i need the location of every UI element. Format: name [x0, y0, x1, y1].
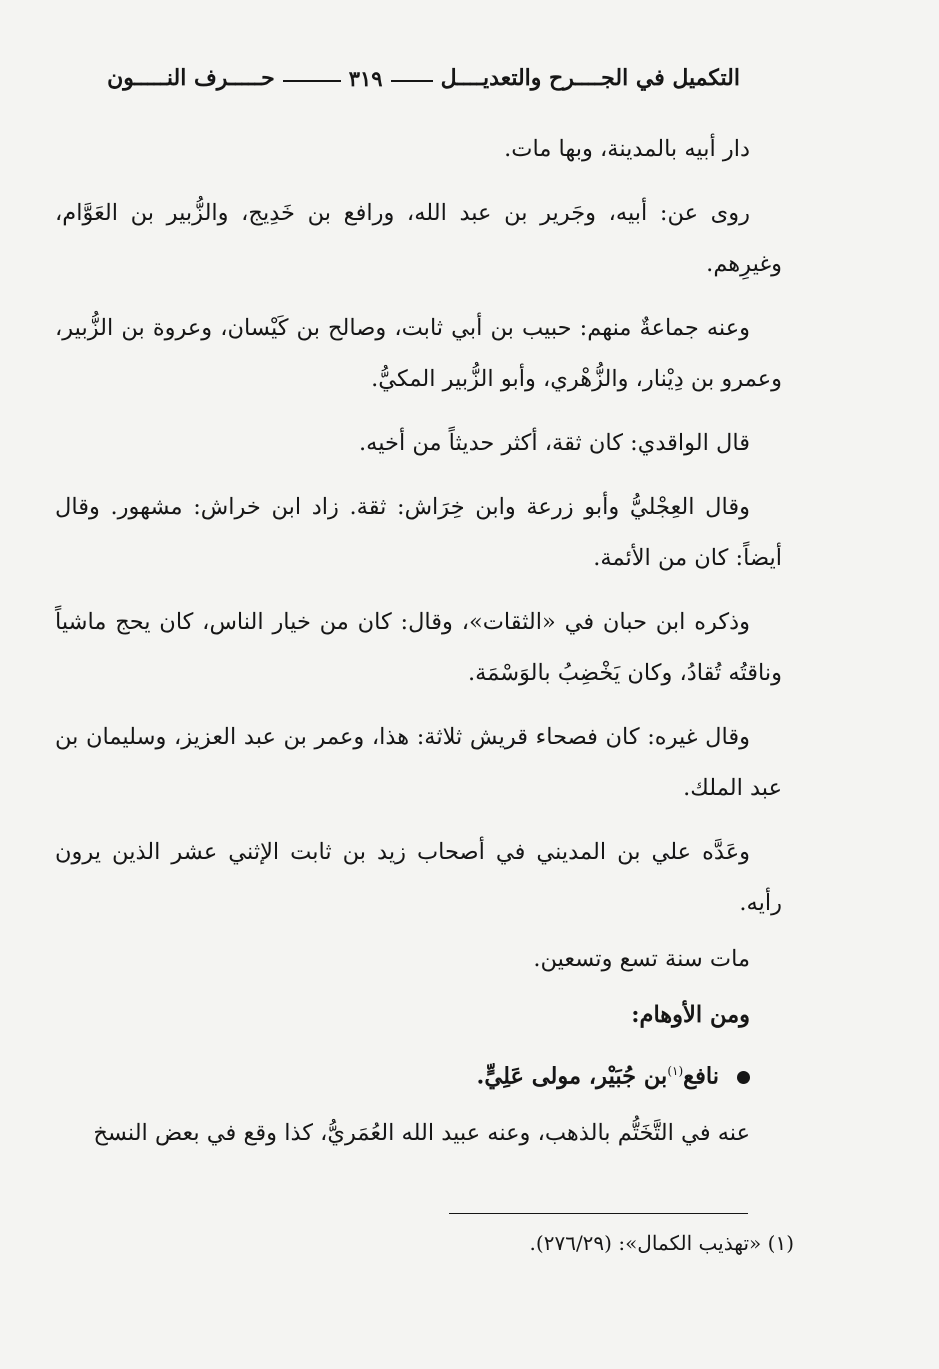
- paragraph: مات سنة تسع وتسعين.: [533, 946, 750, 972]
- entry-name: نافع: [683, 1063, 719, 1090]
- footnote-separator: [449, 1213, 748, 1214]
- footnote-ref: (١): [667, 1064, 684, 1078]
- paragraph: روى عن: أبيه، وجَرير بن عبد الله، ورافع بن خَدِيج، والزُّبير بن العَوَّام، وغيرِهم.: [55, 200, 782, 277]
- section-title: حـــــرف النـــــون: [107, 65, 275, 91]
- main-text: [55, 124, 782, 1172]
- awham-heading: ومن الأوهام:: [631, 1002, 750, 1028]
- running-header: [95, 58, 740, 98]
- paragraph: وعَدَّه علي بن المديني في أصحاب زيد بن ثابت الإثني عشر الذين يرون رأيه.: [55, 839, 782, 916]
- header-dash: [391, 80, 433, 82]
- paragraph: وقال العِجْليُّ وأبو زرعة وابن خِرَاش: ثقة. زاد ابن خراش: مشهور. وقال أيضاً: كان من الأئمة.: [55, 494, 782, 571]
- footnote: (١) «تهذيب الكمال»: (٢٧٦/٢٩).: [529, 1231, 794, 1255]
- entry-name-rest: بن جُبَيْر، مولى عَلِيٍّ.: [476, 1063, 668, 1090]
- entry-line: [55, 1046, 782, 1103]
- paragraph: وقال غيره: كان فصحاء قريش ثلاثة: هذا، وعمر بن عبد العزيز، وسليمان بن عبد الملك.: [55, 724, 782, 801]
- header-dash: [283, 80, 341, 82]
- book-title: التكميل في الجــــرح والتعديــــل: [440, 65, 740, 91]
- bullet-icon: [737, 1071, 750, 1084]
- paragraph: وذكره ابن حبان في «الثقات»، وقال: كان من خيار الناس، كان يحج ماشياً وناقتُه تُقادُ، وكان يَخْضِبُ بالوَسْمَة.: [55, 609, 782, 686]
- paragraph: عنه في التَّخَتُّم بالذهب، وعنه عبيد الله العُمَريُّ، كذا وقع في بعض النسخ: [93, 1119, 750, 1146]
- page-number: ٣١٩: [348, 65, 383, 91]
- paragraph: دار أبيه بالمدينة، وبها مات.: [504, 136, 750, 162]
- paragraph: قال الواقدي: كان ثقة، أكثر حديثاً من أخيه.: [359, 430, 750, 456]
- paragraph: وعنه جماعةٌ منهم: حبيب بن أبي ثابت، وصالح بن كَيْسان، وعروة بن الزُّبير، وعمرو بن دِيْنار، والزُّهْري، وأبو الزُّبير المكيُّ.: [55, 315, 782, 392]
